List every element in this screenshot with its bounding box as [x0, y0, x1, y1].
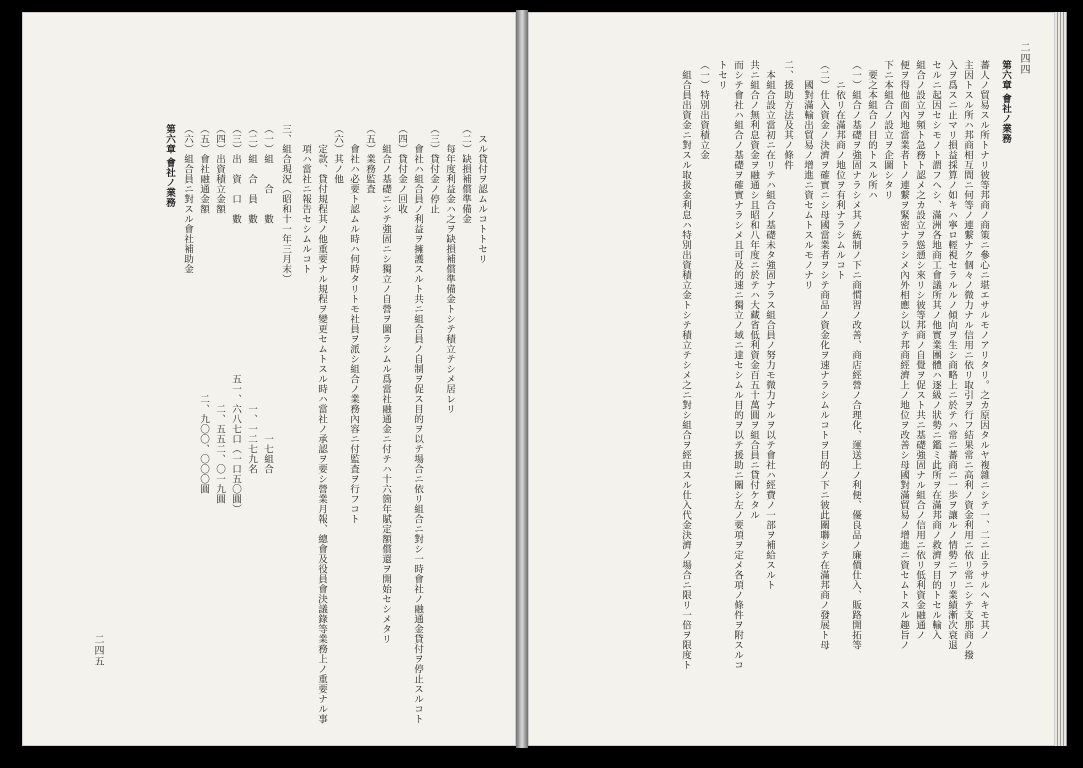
text-line: 每年度利益金ハ之ヲ缺損補償準備金トシテ積立テシメ居レリ — [444, 124, 455, 414]
text-line: 共ニ組合ノ無利息資金ヲ融通シ且昭和八年度ニ於テハ大藏省低利資金百五十萬圓ヲ組合員ニ貸付ケタル — [748, 60, 759, 520]
page-number-left: 二四五 — [92, 634, 103, 667]
stat-row: （一）組 合 數 一七組合 — [262, 124, 273, 474]
right-page — [528, 12, 1055, 746]
text-line: （一）組合ノ基礎ヲ強固ナラシメ其ノ統制ノ下ニ商慣習ノ改善、商店經營ノ合理化、運送上ノ利便、優良品ノ廉價仕入、販路開拓等 — [850, 60, 861, 650]
text-line: 組合ノ設立ヲ頻ト急務ト認メ之カ設立ヲ慫慂シ來リシ彼等邦商ノ自覺ヲ促スト共ニ基礎強固ナル組合ノ信用ニ依リ低利資金融通ノ — [914, 60, 925, 640]
text-line: （四）貸付金ノ回收 — [396, 124, 407, 214]
text-line: 要之本組合ノ目的トスル所ハ — [866, 60, 877, 200]
text-line: 組合員出資金ニ對スル取扱金利息ハ特別出資積立金トシテ積立テシメ之ニ對シ組合ヲ經由スル仕入代金決濟ノ場合ニ限リ一倍ヲ限度ト — [680, 60, 691, 670]
page-header-left: 第六章 會社ノ業務 — [164, 124, 175, 208]
stat-row: （四）出資積立金額 二、五五二、〇一九圓 — [214, 124, 225, 504]
stat-row: （二）組 合 員 數 一、一二七九名 — [246, 124, 257, 474]
text-line: スル貸付ヲ認ムルコトトセリ — [476, 124, 487, 264]
page-header-right: 第六章 會社ノ業務 — [1000, 60, 1011, 144]
text-line: 項ハ當社ニ報告セシムルコト — [300, 124, 311, 274]
text-line: 會社ハ必要ト認ムル時ハ何時タリトモ社員ヲ派シ組合ノ業務內容ニ付監査ヲ行フコト — [348, 124, 359, 524]
text-line: （二）缺損補償準備金 — [460, 124, 471, 224]
text-line: 入ヲ爲スニ止マリ損益採算ノ如キハ寧ロ輕視セラルルノ傾向ヲ生シ商略上ニ於テハ常ニ蕃商ニ一歩ヲ讓ルノ情勢ニアリ業績漸次衰退 — [946, 60, 957, 650]
text-line: （二）仕入資金ノ決濟ヲ確實ニシ母國當業者ヲシテ商品ノ資金化ヲ速ナラシムルコトヲ目的ノ下ニ彼此關聯シテ在滿邦商ノ發展ト母 — [818, 60, 829, 650]
text-line: ニ依リ在滿邦商ノ地位ヲ有利ナラシムルコト — [834, 60, 845, 280]
section-heading: 三、組合現況（昭和十一年三月末） — [280, 124, 291, 284]
text-line: 便ヲ得他面內地當業者トノ連繋ヲ緊密ナラシメ內外相應シ以テ邦商經濟上ノ地位ヲ改善シ母國對滿貿易ノ增進ニ資セムトスル趣旨ノ — [898, 60, 909, 650]
text-line: 定款、貸付規程其ノ他重要ナル規程ヲ變更セムトスル時ハ當社ノ承認ヲ要シ營業月報、總會及役員會決議錄等業務上ノ重要ナル事 — [316, 124, 327, 724]
stat-row: （三）出 資 口 數 五一、六八七口（一口五〇圓） — [230, 124, 241, 514]
text-line: 主因トスル所ハ邦商相互間ニ何等ノ連繋ナク個々ノ微力ナル信用ニ依リ取引ヲ行フ結果常ニ高利ノ資金利用ニ依リ常ニシテ支那商ノ撥 — [962, 60, 973, 660]
text-line: （五）業務監査 — [364, 124, 375, 194]
text-line: トセリ — [716, 60, 727, 90]
stat-row: （六）組合員ニ對スル會社補助金 — [182, 124, 193, 274]
text-line: 會社ハ組合員ノ利益ヲ擁護スルト共ニ組合員ノ自制ヲ促ス目的ヲ以テ場合ニ依リ組合ニ對シ一時會社ノ融通金貸付ヲ停止スルコト — [412, 124, 423, 724]
text-line: （六）其ノ他 — [332, 124, 343, 184]
text-line: 本組合設立當初ニ在リテハ組合ノ基礎未タ強固ナラス組合員ノ努力モ微力ナルヲ以テ會社ハ經費ノ一部ヲ補給スルト — [764, 60, 775, 590]
text-line: 下ニ本組合ノ設立ヲ企圖シタリ — [882, 60, 893, 200]
text-line: （一）特別出資積立金 — [698, 60, 709, 160]
text-line: （三）貸付金ノ停止 — [428, 124, 439, 214]
text-line: 蕃人ノ貿易スル所トナリ彼等邦商ノ商策ニ參心ニ堪エサルモノアリタリ。之カ原因タルヤ複雜ニシテ一、二ニ止ラサルヘキモ其ノ — [978, 60, 989, 640]
section-heading: 二、援助方法及其ノ條件 — [782, 60, 793, 170]
text-line: 國對滿輸出貿易ノ增進ニ資セムトスルモノナリ — [802, 60, 813, 290]
page-number-right: 二四四 — [1018, 42, 1029, 75]
text-line: 而シテ會社ハ組合ノ基礎ヲ確實ナラシメ且可及的速ニ獨立ノ域ニ達セシムル目的ヲ以テ援助ニ關シ左ノ要項ヲ定メ各項ノ條件ヲ附スルコ — [732, 60, 743, 670]
page-edges — [1055, 12, 1067, 746]
book-gutter — [516, 10, 528, 748]
text-line: 組合ノ基礎ニシテ強固ニシ獨立ノ自營ヲ圖ラシムル爲當社融通金ニ付テハ十六箇年賦定額償還ヲ開始セシメタリ — [380, 124, 391, 644]
left-page — [22, 12, 516, 746]
stat-row: （五）會社融通金額 二、九〇〇、〇〇〇圓 — [198, 124, 209, 494]
text-line: セルニ起因セシモノト謂フヘシ、滿洲各地商工會議所其ノ他實業團體ハ逐級ノ狀勢ニ鑑ミ此所ヲ在滿邦商ノ救濟ヲ目的トセル輸入 — [930, 60, 941, 640]
